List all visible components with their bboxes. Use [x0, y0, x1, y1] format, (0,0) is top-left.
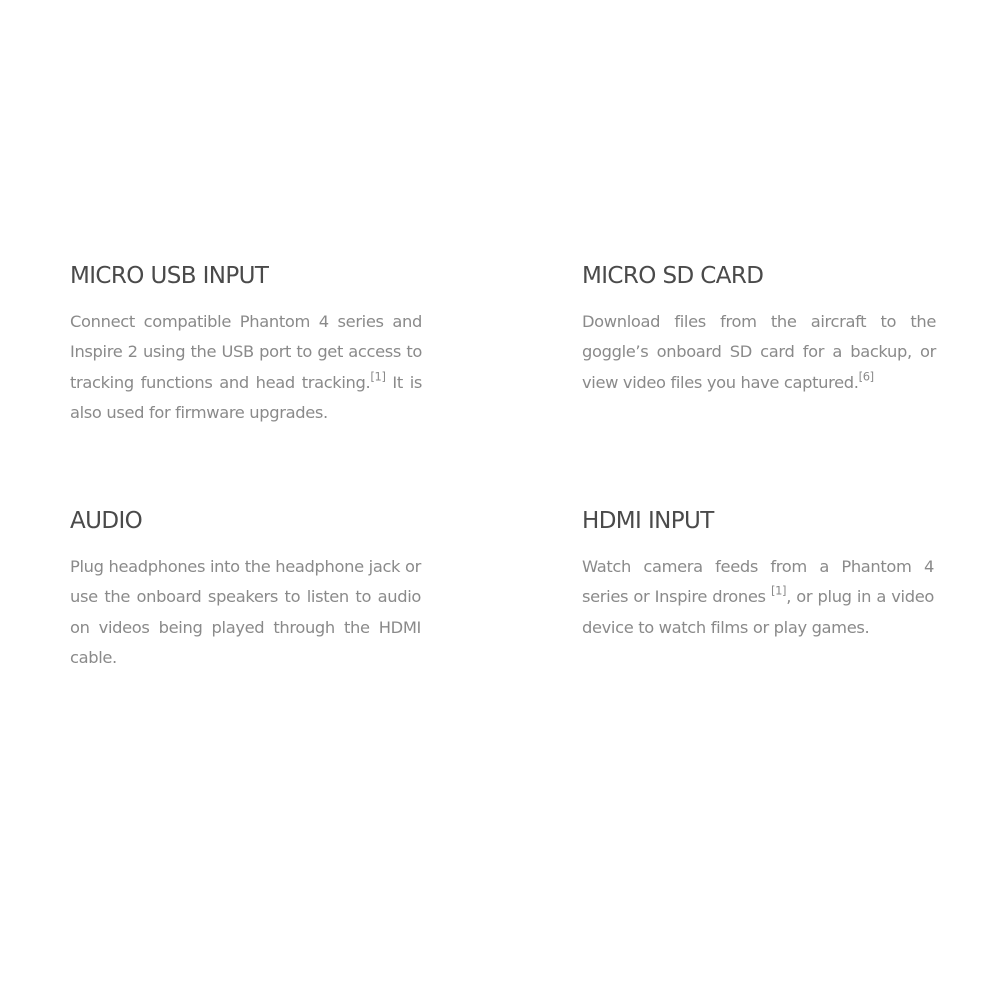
description-text-continued: It is also used for firmware upgrades.: [70, 372, 422, 423]
feature-title: AUDIO: [70, 508, 143, 534]
feature-title: MICRO SD CARD: [582, 263, 764, 289]
feature-audio: [70, 506, 421, 674]
feature-description: [70, 552, 421, 674]
feature-micro-sd-card: [582, 261, 936, 398]
description-text: Connect compatible Phantom 4 series and Inspire 2 using the USB port to get access to tracking functions and head tracking.: [70, 312, 422, 392]
feature-micro-usb-input: [70, 261, 422, 429]
description-text: Download files from the aircraft to the goggle’s onboard SD card for a backup, or view video files you have captured.: [582, 312, 936, 392]
description-text: Plug headphones into the headphone jack or use the onboard speakers to listen to audio on videos being played through the HDMI cable.: [70, 557, 421, 668]
description-text: Watch camera feeds from a Phantom 4 series or Inspire drones: [582, 557, 934, 607]
feature-title: MICRO USB INPUT: [70, 263, 269, 289]
footnote-reference[interactable]: [1]: [770, 583, 787, 598]
feature-title: HDMI INPUT: [582, 508, 714, 534]
feature-description: [70, 307, 422, 429]
feature-description: [582, 552, 934, 643]
feature-description: [582, 307, 936, 398]
description-text-continued: , or plug in a video device to watch films or play games.: [582, 587, 934, 637]
footnote-reference[interactable]: [1]: [370, 369, 386, 384]
feature-hdmi-input: [582, 506, 934, 643]
footnote-reference[interactable]: [6]: [858, 369, 874, 384]
